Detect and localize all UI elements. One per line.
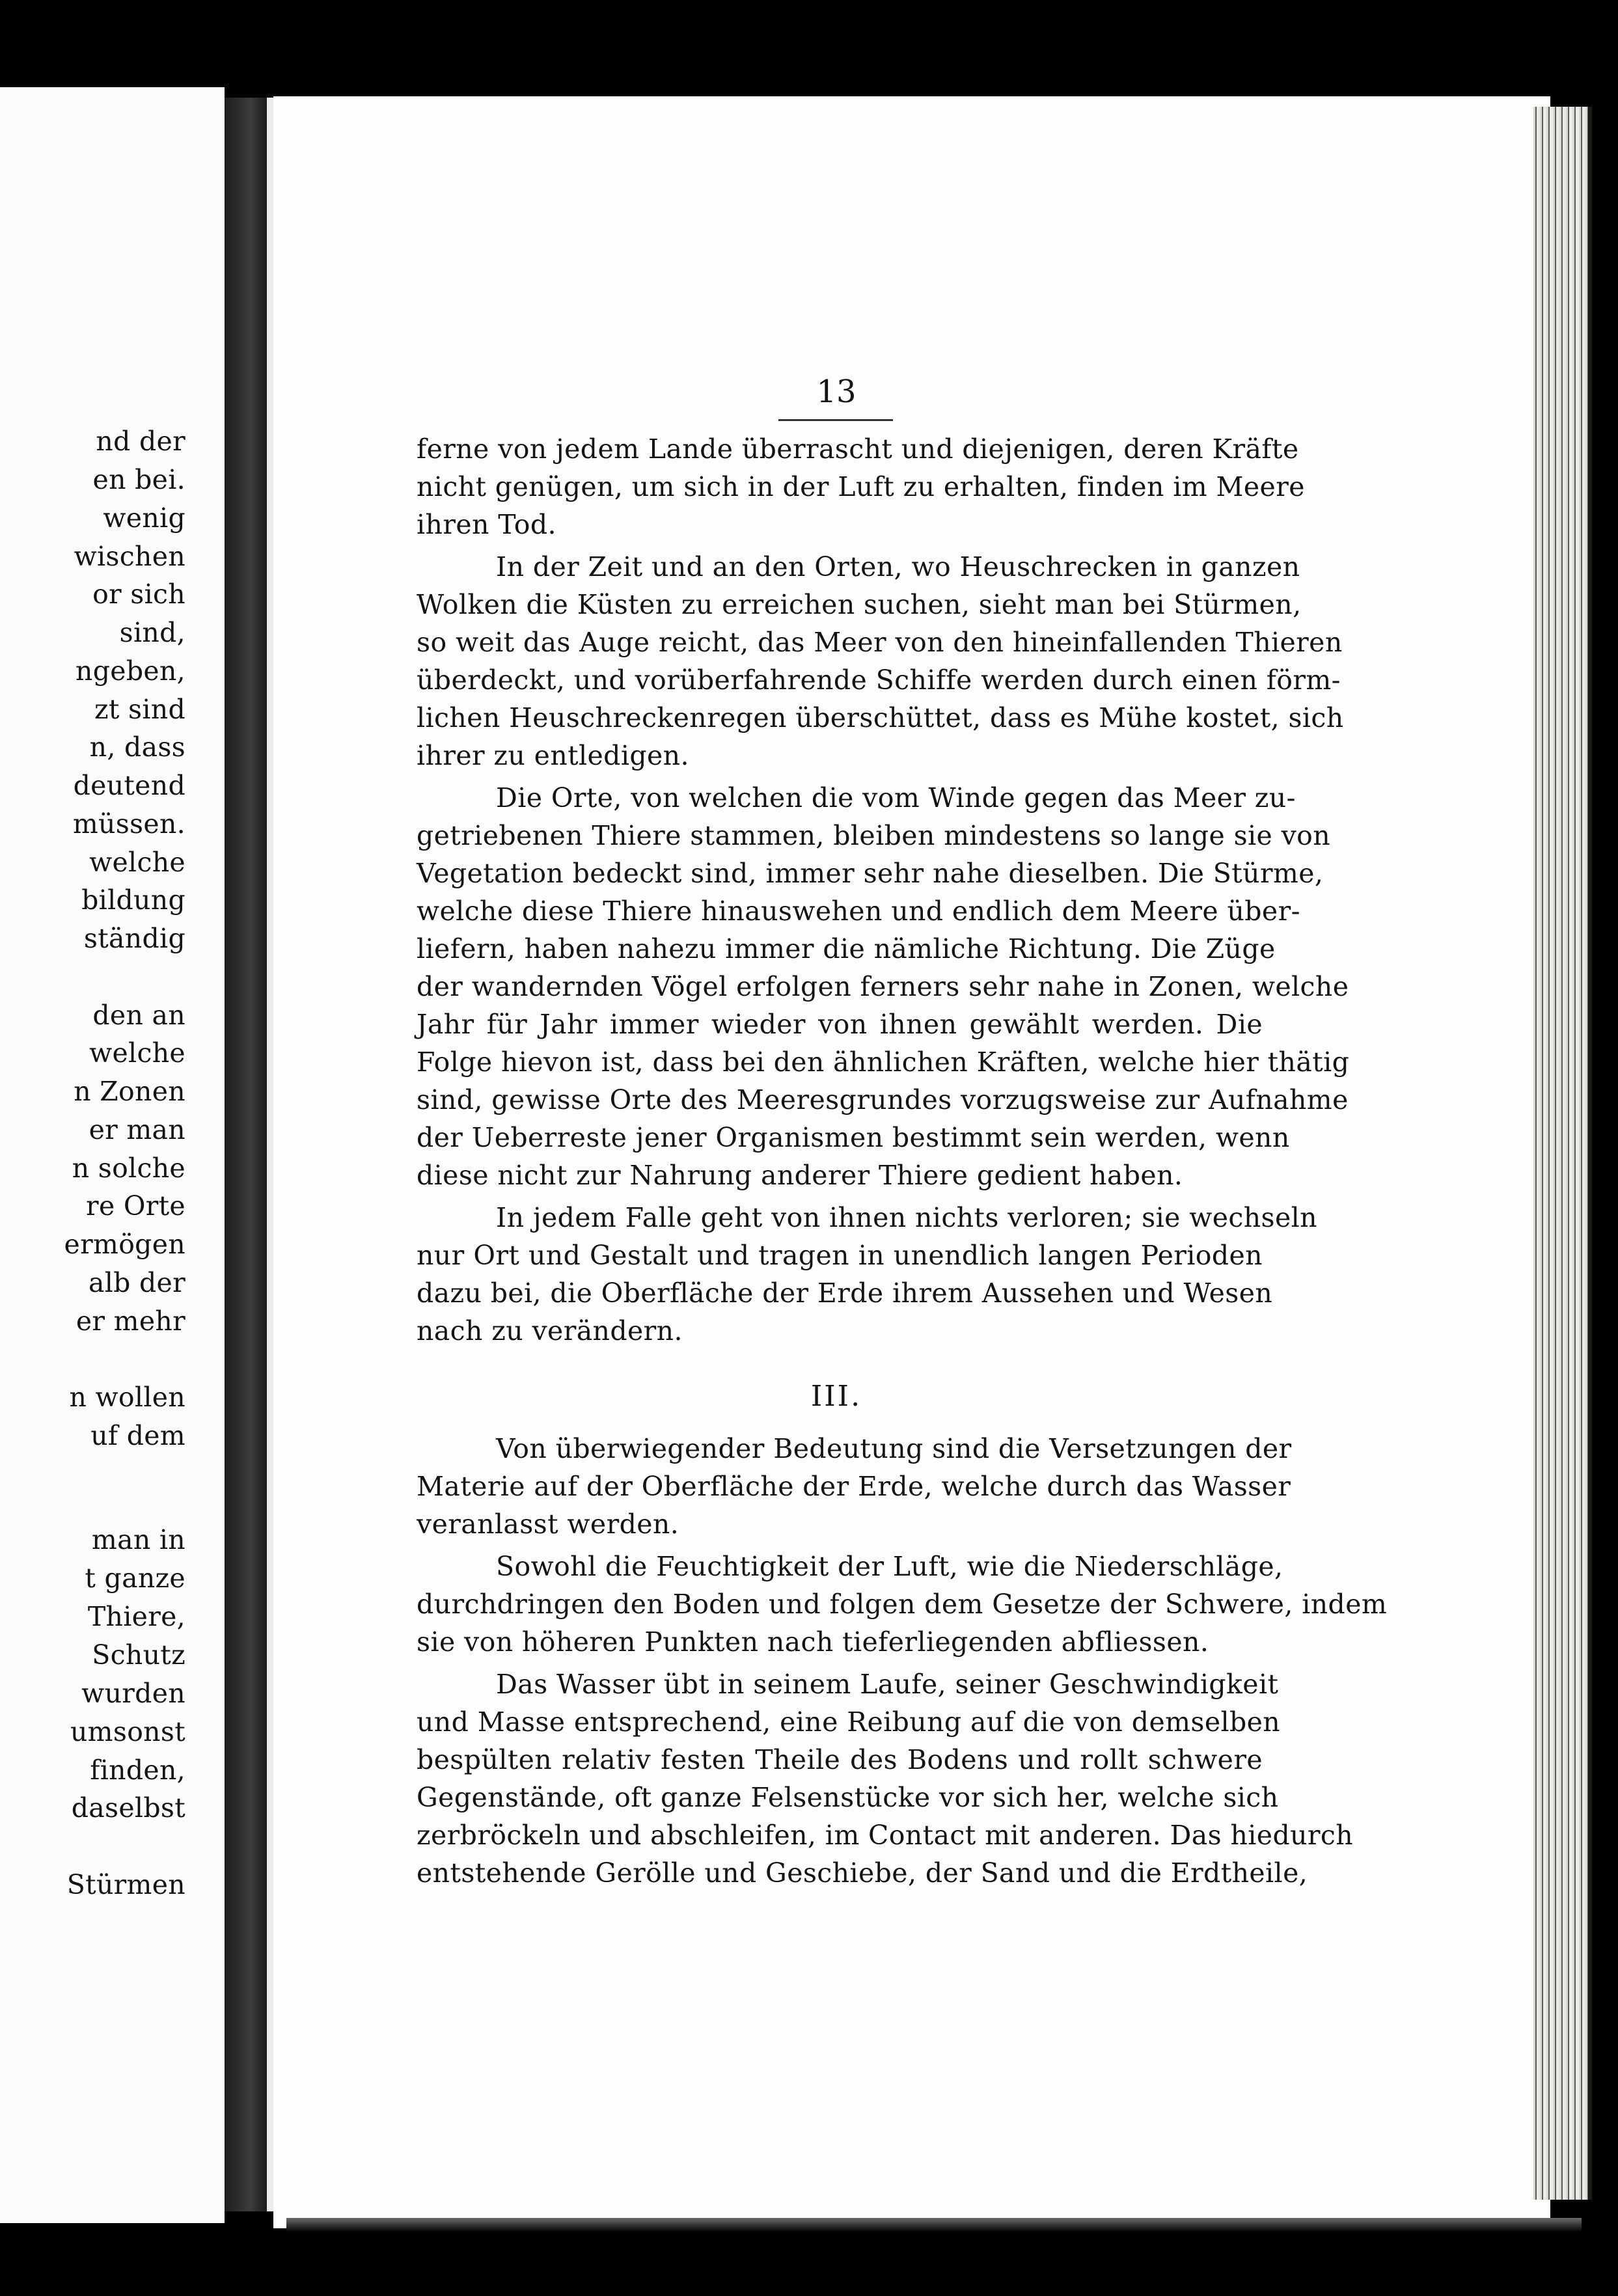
text-line: Von überwiegender Bedeutung sind die Versetzungen der bbox=[496, 1433, 1292, 1464]
text-line: überdeckt, und vorüberfahrende Schiffe werden durch einen förm- bbox=[417, 664, 1341, 696]
text-line: Wolken die Küsten zu erreichen suchen, sieht man bei Stürmen, bbox=[417, 589, 1302, 620]
text-line: entstehende Gerölle und Geschiebe, der Sand und die Erdtheile, bbox=[417, 1857, 1308, 1889]
left-page-line: zt sind bbox=[94, 694, 185, 725]
text-line: nach zu verändern. bbox=[417, 1315, 683, 1346]
left-page-line: nd der bbox=[96, 426, 185, 457]
text-line: Vegetation bedeckt sind, immer sehr nahe dieselben. Die Stürme, bbox=[417, 858, 1324, 889]
text-line: getriebenen Thiere stammen, bleiben mindestens so lange sie von bbox=[417, 820, 1331, 851]
text-line: Gegenstände, oft ganze Felsenstücke vor sich her, welche sich bbox=[417, 1782, 1279, 1813]
text-line: Das Wasser übt in seinem Laufe, seiner Geschwindigkeit bbox=[496, 1669, 1279, 1700]
left-page-line: daselbst bbox=[71, 1792, 185, 1824]
page-edges bbox=[1533, 107, 1592, 2200]
text-line: Jahr für Jahr immer wieder von ihnen gewählt werden. Die bbox=[417, 1009, 1263, 1040]
left-page-line: re Orte bbox=[86, 1190, 185, 1222]
left-page-line: er man bbox=[89, 1114, 185, 1145]
bottom-shadow bbox=[286, 2218, 1582, 2232]
left-page-line: n solche bbox=[72, 1153, 185, 1184]
left-page-line: müssen. bbox=[72, 808, 185, 840]
text-line: In der Zeit und an den Orten, wo Heuschrecken in ganzen bbox=[496, 551, 1300, 582]
text-line: welche diese Thiere hinauswehen und endlich dem Meere über- bbox=[417, 895, 1300, 927]
text-line: liefern, haben nahezu immer die nämliche Richtung. Die Züge bbox=[417, 933, 1276, 964]
left-page-line: Schutz bbox=[92, 1639, 185, 1671]
text-line: und Masse entsprechend, eine Reibung auf die von demselben bbox=[417, 1706, 1281, 1738]
text-line: ihren Tod. bbox=[417, 509, 556, 540]
text-line: sie von höheren Punkten nach tieferliegenden abfliessen. bbox=[417, 1626, 1209, 1658]
left-page-line: er mehr bbox=[75, 1305, 185, 1337]
page-number-rule bbox=[778, 419, 893, 421]
left-page-line: wischen bbox=[74, 541, 185, 572]
left-page-line: ngeben, bbox=[75, 655, 185, 687]
left-page-line: or sich bbox=[92, 579, 185, 610]
text-line: veranlasst werden. bbox=[417, 1509, 679, 1540]
text-line: Folge hievon ist, dass bei den ähnlichen Kräften, welche hier thätig bbox=[417, 1046, 1350, 1078]
text-line: nicht genügen, um sich in der Luft zu erhalten, finden im Meere bbox=[417, 471, 1305, 502]
text-line: In jedem Falle geht von ihnen nichts verloren; sie wechseln bbox=[496, 1202, 1317, 1233]
page-number: 13 bbox=[816, 374, 857, 410]
left-page-line: umsonst bbox=[70, 1716, 185, 1747]
left-page-line: Thiere, bbox=[87, 1601, 185, 1632]
left-page-line: man in bbox=[91, 1524, 185, 1555]
left-page-line: uf dem bbox=[90, 1420, 185, 1451]
left-page-line: n Zonen bbox=[74, 1076, 185, 1107]
left-page-line: wenig bbox=[103, 502, 185, 534]
left-page-line: n wollen bbox=[69, 1382, 185, 1413]
text-line: dazu bei, die Oberfläche der Erde ihrem Aussehen und Wesen bbox=[417, 1278, 1273, 1309]
text-line: nur Ort und Gestalt und tragen in unendlich langen Perioden bbox=[417, 1240, 1263, 1271]
text-line: diese nicht zur Nahrung anderer Thiere gedient haben. bbox=[417, 1160, 1183, 1191]
text-line: ferne von jedem Lande überrascht und diejenigen, deren Kräfte bbox=[417, 433, 1299, 465]
left-page-line: ständig bbox=[83, 923, 185, 954]
text-line: Die Orte, von welchen die vom Winde gegen das Meer zu- bbox=[496, 782, 1296, 813]
text-line: lichen Heuschreckenregen überschüttet, dass es Mühe kostet, sich bbox=[417, 702, 1344, 733]
left-page-line: welche bbox=[89, 1037, 185, 1069]
left-page-line: en bei. bbox=[92, 464, 185, 495]
left-page-line: ermögen bbox=[64, 1229, 185, 1260]
text-line: Materie auf der Oberfläche der Erde, welche durch das Wasser bbox=[417, 1471, 1291, 1502]
left-page-line: welche bbox=[89, 847, 185, 878]
text-line: Sowohl die Feuchtigkeit der Luft, wie die Niederschläge, bbox=[496, 1551, 1283, 1582]
section-heading: III. bbox=[810, 1380, 862, 1413]
left-page-line: t ganze bbox=[85, 1563, 185, 1594]
text-line: durchdringen den Boden und folgen dem Gesetze der Schwere, indem bbox=[417, 1589, 1388, 1620]
left-page-line: deutend bbox=[73, 770, 185, 801]
left-page-line: Stürmen bbox=[66, 1869, 185, 1900]
text-line: sind, gewisse Orte des Meeresgrundes vorzugsweise zur Aufnahme bbox=[417, 1084, 1349, 1115]
text-line: so weit das Auge reicht, das Meer von den hineinfallenden Thieren bbox=[417, 627, 1343, 658]
left-page-line: sind, bbox=[119, 617, 185, 648]
left-page bbox=[0, 87, 225, 2223]
left-page-line: alb der bbox=[88, 1267, 185, 1298]
left-page-line: den an bbox=[92, 1000, 185, 1031]
text-line: der wandernden Vögel erfolgen ferners sehr nahe in Zonen, welche bbox=[417, 971, 1349, 1002]
left-page-line: n, dass bbox=[89, 731, 185, 763]
left-page-line: bildung bbox=[81, 884, 185, 916]
text-line: zerbröckeln und abschleifen, im Contact mit anderen. Das hiedurch bbox=[417, 1820, 1354, 1851]
left-page-line: finden, bbox=[90, 1755, 185, 1786]
text-line: der Ueberreste jener Organismen bestimmt sein werden, wenn bbox=[417, 1122, 1290, 1153]
book-spine bbox=[225, 98, 271, 2211]
text-line: ihrer zu entledigen. bbox=[417, 740, 689, 771]
left-page-line: wurden bbox=[81, 1678, 185, 1709]
text-line: bespülten relativ festen Theile des Bodens und rollt schwere bbox=[417, 1744, 1263, 1775]
